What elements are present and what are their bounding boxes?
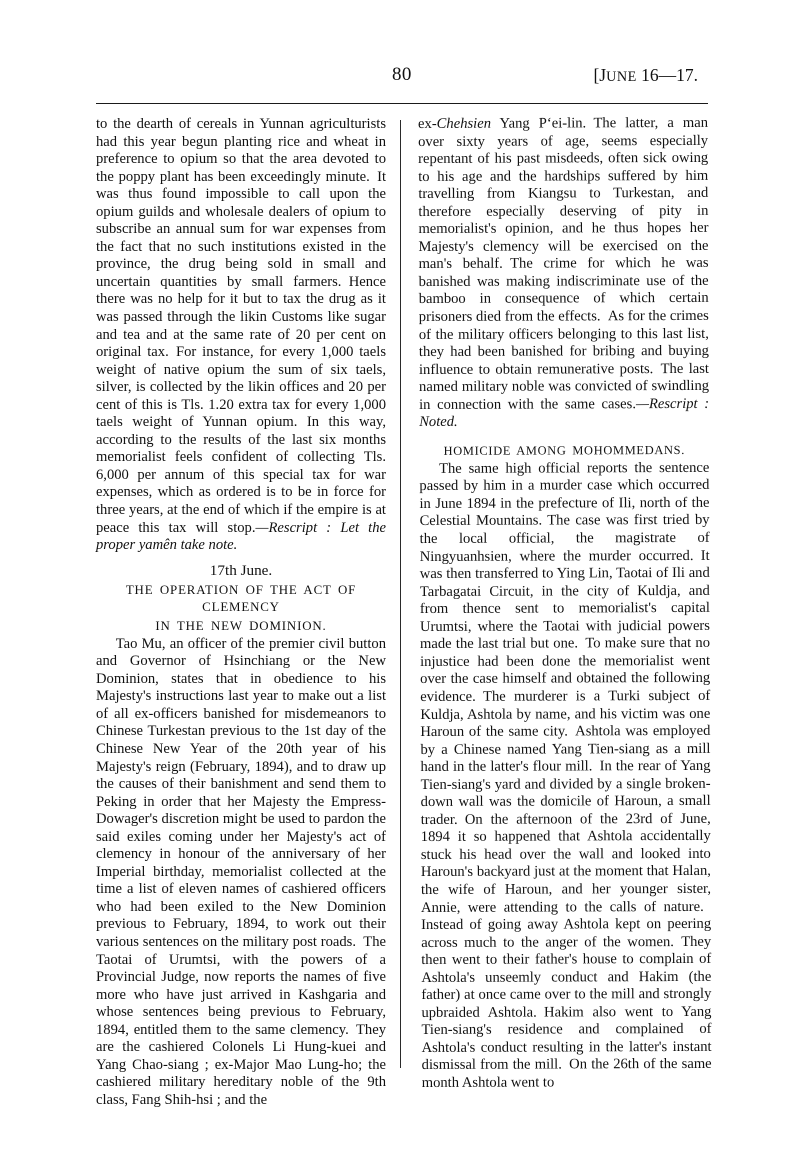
- right-rescript-text: Rescript : Noted.: [419, 395, 710, 431]
- month-initial: J: [599, 65, 607, 85]
- subsection-heading-homicide: HOMICIDE AMONG MOHOMMEDANS.: [443, 442, 686, 458]
- date-heading: 17th June.: [209, 561, 273, 579]
- left-continued-text: to the dearth of cereals in Yunnan agriculturists had this year begun planting rice and wheat in preference to opium so that the area devoted to the poppy plant has been exceedingly minute. It was thus found impossible to call upon the opium guilds and wholesale dealers of opium to subscribe an annual sum for war expenses from the fact that no such institutions existed in the province, the drug being sold in small and uncertain quantities by small farmers. Hence there was no help for it but to tax the drug as it was passed through the likin Customs like sugar and tea and at the same rate of 20 per cent on original tax. For instance, for every 1,000 taels weight of native opium the sum of six taels, silver, is collected by the likin offices and 20 per cent of this is Tls. 1.20 extra tax for every 1,000 taels weight of Yunnan opium. In this way, according to the results of the last six months memorialist feels confident of collecting Tls. 6,000 per annum of this special tax for war expenses, which as ordered is to be in force for three years, at the end of which if the empire is at peace this tax will stop.: [96, 116, 386, 536]
- running-head-date: [593, 65, 698, 86]
- section-heading-line-1: THE OPERATION OF THE ACT OF CLEMENCY: [125, 582, 357, 614]
- header-rule: [96, 103, 708, 104]
- date-range: 16—17.: [636, 65, 698, 85]
- right-rescript-dash: —: [635, 395, 649, 412]
- section-heading-line-2: IN THE NEW DOMINION.: [155, 618, 327, 633]
- right-column: [418, 115, 712, 1093]
- month-smallcaps: UNE: [606, 69, 637, 85]
- text-columns: [96, 114, 712, 1108]
- right-continued-paragraph: [418, 115, 709, 432]
- left-rescript-dash: —: [255, 519, 269, 536]
- right-continued-text: Yang P‘ei-lin. The latter, a man over sixty years of age, seems especially repentant of his past misdeeds, often sick owing to his age and the hardships suffered by him travelling from Kiangsu to Turkestan, and therefore especially deserving of pity in memorialist's opinion, and he thus hopes her Majesty's clemency will be exercised on the man's behalf. The crime for which he was banished was making indiscriminate use of the bamboo in consequence of which certain prisoners died from the effects. As for the crimes of the military officers belonging to this last list, they had been banished for bribing and buying influence to obtain remunerative posts. The last named military noble was convicted of swindling in connection with the same cases.: [418, 114, 710, 413]
- left-article-paragraph: Tao Mu, an officer of the premier civil button and Governor of Hsinchiang or the New Dominion, states that in obedience to his Majesty's instructions last year to make out a list of all ex-officers banished for misdemeanors to Chinese Turkestan previous to the 1st day of the Chinese New Year of the 20th year of his Majesty's reign (February, 1894), and to draw up the causes of their banishment and send them to Peking in order that her Majesty the Empress-Dowager's discretion might be used to pardon the said exiles coming under her Majesty's act of clemency in honour of the anniversary of her Imperial birthday, memorialist collected at the time a list of eleven names of cashiered officers who had been exiled to the New Dominion previous to February, 1894, to work out their various sentences on the military post roads. The Taotai of Urumtsi, with the powers of a Provincial Judge, now reports the names of five more who have just arrived in Kashgaria and whose sentences being previous to February, 1894, entitled them to the same clemency. They are the cashiered Colonels Li Hung-kuei and Yang Chao-siang ; ex-Major Mao Lung-ho; the cashiered military hereditary noble of the 9th class, Fang Shih-hsi ; and the: [96, 635, 386, 1108]
- page-number: 80: [392, 64, 412, 85]
- right-continued-prefix: ex-: [418, 115, 437, 132]
- left-column: [96, 116, 386, 1109]
- right-article-paragraph: The same high official reports the sentence passed by him in a murder case which occurred in June 1894 in the prefecture of Ili, north of the Celestial Mountains. The case was first tried by the local official, the magistrate of Ningyuanhsien, where the murder occurred. It was then transferred to Ying Lin, Taotai of Ili and Tarbagatai Circuit, in the city of Kuldja, and from thence sent to memorialist's capital Urumtsi, where the Taotai with judicial powers made the last trial but one. To make sure that no injustice had been done the memorialist went over the case himself and obtained the following evidence. The murderer is a Turki subject of Kuldja, Ashtola by name, and his victim was one Haroun of the same city. Ashtola was employed by a Chinese named Yang Tien-siang as a mill hand in the latter's flour mill. In the rear of Yang Tien-siang's yard and divided by a single broken-down wall was the domicile of Haroun, a small trader. On the afternoon of the 23rd of June, 1894 it so happened that Ashtola accidentally stuck his head over the wall and looked into Haroun's backyard just at the moment that Halan, the wife of Haroun, and her younger sister, Annie, were attending to the calls of nature. Instead of going away Ashtola kept on peering across much to the anger of the women. They then went to their father's house to complain of Ashtola's unseemly conduct and Hakim (the father) at once came over to the mill and strongly upbraided Ashtola. Hakim also went to Yang Tien-siang's residence and complained of Ashtola's conduct resulting in the latter's instant dismissal from the mill. On the 26th of the same month Ashtola went to: [419, 459, 712, 1091]
- bracket-glyph: [: [593, 65, 600, 85]
- running-head: [96, 64, 708, 92]
- left-rescript-text: Rescript : Let the proper yamên take note.: [96, 519, 386, 554]
- chehsien-italic-term: Chehsien: [436, 115, 492, 132]
- left-continued-paragraph: [96, 116, 386, 555]
